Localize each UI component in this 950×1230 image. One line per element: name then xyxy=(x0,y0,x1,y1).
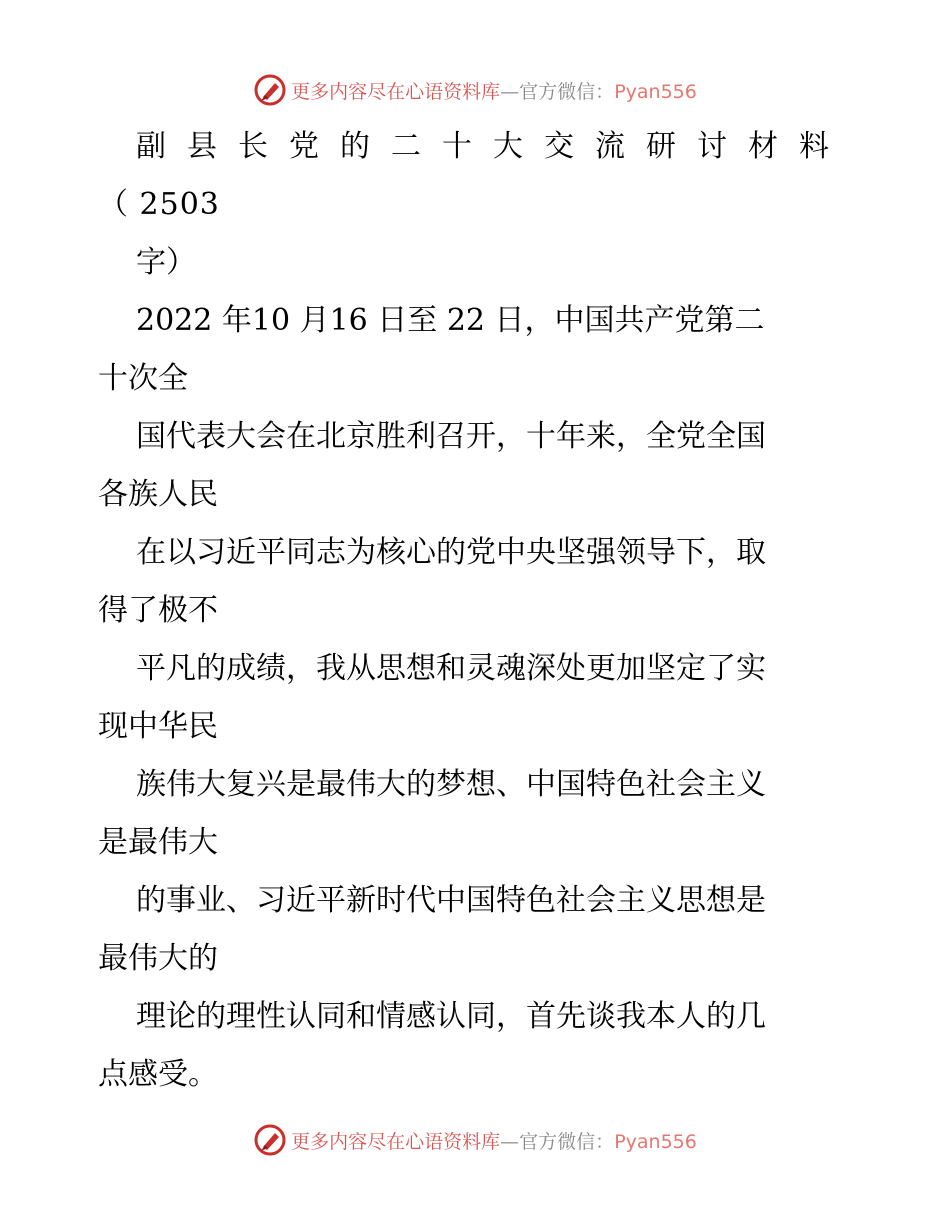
paragraph-line: 族伟大复兴是最伟大的梦想、中国特色社会主义 xyxy=(136,767,766,802)
title-wordcount-end: 字） xyxy=(136,245,196,280)
paragraph-line: 十次全 xyxy=(98,361,188,396)
pen-nib-logo-icon xyxy=(253,1123,287,1157)
paragraph-line: 各族人民 xyxy=(98,477,218,512)
watermark-text xyxy=(291,77,697,104)
footer-watermark xyxy=(0,1120,950,1160)
watermark-wechat-label: 官方微信： xyxy=(519,80,615,103)
paragraph-line: 理论的理性认同和情感认同，首先谈我本人的几 xyxy=(136,999,766,1034)
paragraph-line: 现中华民 xyxy=(98,709,218,744)
header-watermark xyxy=(0,70,950,110)
watermark-wechat-label: 官方微信： xyxy=(519,1130,615,1153)
paragraph-line: 最伟大的 xyxy=(98,941,218,976)
watermark-text xyxy=(291,1127,697,1154)
document-title: 副县长党的二十大交流研讨材料 xyxy=(136,129,850,164)
paragraph-line: 国代表大会在北京胜利召开，十年来，全党全国 xyxy=(136,419,766,454)
paragraph-line: 点感受。 xyxy=(98,1057,218,1092)
paragraph-line: 平凡的成绩，我从思想和灵魂深处更加坚定了实 xyxy=(136,651,766,686)
paragraph-line: 2022 年10 月16 日至 22 日，中国共产党第二 xyxy=(136,303,765,338)
watermark-main-text: 更多内容尽在心语资料库 xyxy=(291,80,501,103)
watermark-wechat-id: Pyan556 xyxy=(614,1130,697,1153)
watermark-main-text: 更多内容尽在心语资料库 xyxy=(291,1130,501,1153)
watermark-dash: — xyxy=(500,80,520,103)
pen-nib-logo-icon xyxy=(253,73,287,107)
paragraph-line: 的事业、习近平新时代中国特色社会主义思想是 xyxy=(136,883,766,918)
paragraph-line: 得了极不 xyxy=(98,593,218,628)
title-wordcount-line: （ 2503 xyxy=(98,187,220,222)
paragraph-line: 是最伟大 xyxy=(98,825,218,860)
document-body xyxy=(98,118,858,1104)
paragraph-line: 在以习近平同志为核心的党中央坚强领导下，取 xyxy=(136,535,766,570)
watermark-wechat-id: Pyan556 xyxy=(614,80,697,103)
watermark-dash: — xyxy=(500,1130,520,1153)
